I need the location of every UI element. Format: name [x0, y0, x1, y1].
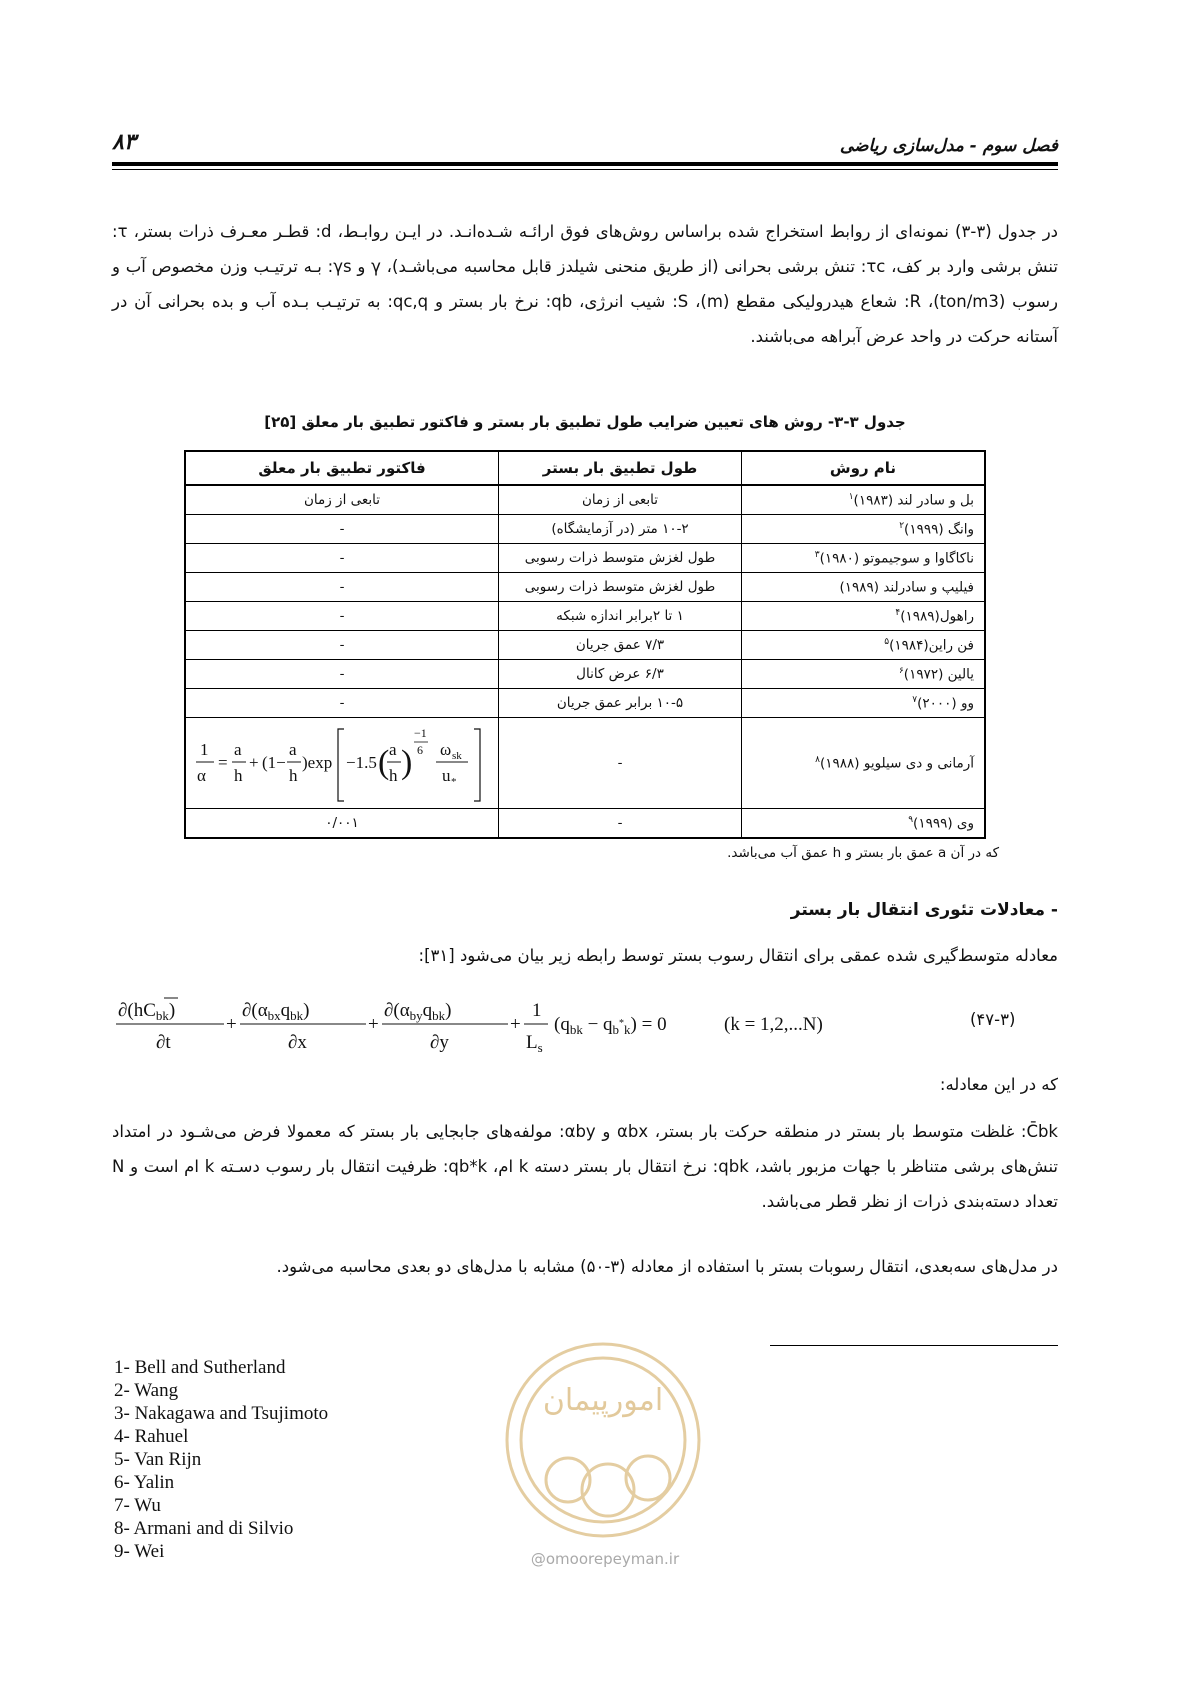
table-note: که در آن a عمق بار بستر و h عمق آب می‌باشد.	[727, 845, 999, 861]
header-suspended-factor: فاکتور تطبیق بار معلق	[185, 451, 499, 485]
table-row	[185, 485, 985, 515]
svg-text:a: a	[234, 740, 242, 759]
svg-text:h: h	[289, 766, 298, 785]
footnote-item: 2- Wang	[114, 1380, 179, 1401]
svg-text:∂(αbyqbk): $\partial(\alpha_{by}q_{bk})$	[384, 1000, 452, 1023]
footnote-item: 8- Armani and di Silvio	[114, 1518, 294, 1539]
svg-text:6: 6	[417, 743, 423, 757]
definitions-paragraph: C̄bk: غلظت متوسط بار بستر در منطقه حرکت بار بستر، αbx و αby: مولفه‌های جابجایی بار بستر که معمولا فرض می‌شـود در امتداد تنش‌های برشی متناظر با جهات مزبور باشد، qbk: نرخ انتقال بار بستر دسته k ام، qb*k: ظرفیت انتقال بار رسوب دسـته k ام است و N تعداد دسته‌بندی ذرات از نظر قطر می‌باشد.	[112, 1122, 1059, 1211]
suspended-factor-cell: -	[185, 602, 499, 631]
table-row	[185, 602, 985, 631]
equation-svg	[112, 992, 832, 1058]
svg-text:∂y: ∂y	[430, 1032, 449, 1053]
method-cell: یالین (۱۹۷۲)$^۶$	[742, 660, 986, 689]
suspended-factor-cell: تابعی از زمان	[185, 485, 499, 515]
svg-text:h: h	[234, 766, 243, 785]
footnote-item: 7- Wu	[114, 1495, 161, 1516]
svg-text:sk: sk	[452, 750, 462, 762]
table-row-formula	[185, 718, 985, 809]
bed-load-equation	[112, 992, 832, 1058]
svg-text:1: 1	[200, 740, 209, 759]
svg-text:+: +	[368, 1014, 379, 1035]
table-caption: جدول ۳-۳- روش های تعیین ضرایب طول تطبیق بار بستر و فاکتور تطبیق بار معلق [۲۵]	[264, 413, 906, 431]
bed-length-cell: طول لغزش متوسط ذرات رسوبی	[499, 573, 742, 602]
bed-length-cell: ۱۰-۲ متر (در آزمایشگاه)	[499, 515, 742, 544]
svg-text:+: +	[510, 1014, 521, 1035]
table-row	[185, 515, 985, 544]
svg-text:−1.5: −1.5	[346, 753, 377, 772]
svg-text:): )	[401, 744, 413, 781]
adaptation-methods-table	[184, 450, 986, 839]
bed-length-cell: -	[499, 809, 742, 839]
suspended-factor-cell: -	[185, 689, 499, 718]
method-cell: فیلیپ و سادرلند (۱۹۸۹)	[742, 573, 986, 602]
footnote-item: 1- Bell and Sutherland	[114, 1357, 286, 1378]
watermark-site-text: @omoorepeyman.ir	[530, 1550, 680, 1568]
equation-number: (۴۷-۳)	[970, 1010, 1016, 1029]
header-rule	[112, 162, 1058, 166]
bed-length-cell: طول لغزش متوسط ذرات رسوبی	[499, 544, 742, 573]
svg-text:(: (	[378, 744, 390, 781]
suspended-factor-cell: -	[185, 660, 499, 689]
table-row	[185, 573, 985, 602]
svg-text:α: α	[197, 766, 206, 785]
bed-length-cell: ۱ تا ۲برابر اندازه شبکه	[499, 602, 742, 631]
header-bed-length: طول تطبیق بار بستر	[499, 451, 742, 485]
avg-equation-paragraph: معادله متوسط‌گیری شده عمقی برای انتقال رسوب بستر توسط رابطه زیر بیان می‌شود [۳۱]:	[418, 946, 1058, 965]
three-d-paragraph: در مدل‌های سه‌بعدی، انتقال رسوبات بستر با استفاده از معادله (۳-۵۰) مشابه با مدل‌های دو بعدی محاسبه می‌شود.	[276, 1257, 1058, 1276]
intro-paragraph: در جدول (۳-۳) نمونه‌ای از روابط استخراج شده براساس روش‌های فوق ارائـه شـده‌انـد. در ایـن روابـط، d: قطـر معـرف ذرات بستر، τ: تنش برشی وارد بر کف، τc: تنش برشی بحرانی (از طریق منحنی شیلدز قابل محاسبه می‌باشـد)، γ و γs: بـه ترتیـب وزن مخصوص آب و رسوب (ton/m3)، R: شعاع هیدرولیکی مقطع (m)، S: شیب انرژی، qb: نرخ بار بستر و qc,q: به ترتیـب بـده آب و بده بحرانی آن در آستانه حرکت در واحد عرض آبراهه می‌باشند.	[112, 222, 1059, 346]
watermark-logo	[488, 1330, 718, 1570]
page-number: ۸۳	[112, 130, 136, 155]
table-row	[185, 631, 985, 660]
table-row	[185, 660, 985, 689]
header-rule-thin	[112, 169, 1058, 170]
table-header-row	[185, 451, 985, 485]
svg-text:(k = 1,2,...N): (k = 1,2,...N)	[724, 1014, 823, 1035]
svg-text:h: h	[389, 766, 398, 785]
svg-text:−1: −1	[414, 726, 427, 740]
bed-length-cell: ۶/۳ عرض کانال	[499, 660, 742, 689]
method-cell: وانگ (۱۹۹۹)$^۲$	[742, 515, 986, 544]
table-row	[185, 544, 985, 573]
svg-text:a: a	[389, 740, 397, 759]
footnote-item: 3- Nakagawa and Tsujimoto	[114, 1403, 329, 1424]
svg-text:(1−: (1−	[262, 753, 286, 772]
bed-length-cell: ۱۰-۵ برابر عمق جریان	[499, 689, 742, 718]
svg-text:+: +	[226, 1014, 237, 1035]
svg-text:+: +	[249, 753, 259, 772]
watermark-emblem-icon	[488, 1330, 718, 1550]
footnotes	[114, 1356, 328, 1563]
method-cell: آرمانی و دی سیلویو (۱۹۸۸)$^۸$	[742, 718, 986, 809]
svg-text:*: *	[451, 776, 457, 788]
method-cell: فن راین(۱۹۸۴)$^۵$	[742, 631, 986, 660]
svg-text:امورپیمان: امورپیمان	[542, 1383, 664, 1418]
svg-text:∂t: ∂t	[156, 1032, 171, 1053]
svg-text:a: a	[289, 740, 297, 759]
method-cell: وو (۲۰۰۰)$^۷$	[742, 689, 986, 718]
footnote-item: 9- Wei	[114, 1541, 165, 1562]
svg-text:ω: ω	[440, 740, 452, 759]
method-cell: وی (۱۹۹۹)$^۹$	[742, 809, 986, 839]
suspended-factor-cell: -	[185, 544, 499, 573]
suspended-factor-cell: -	[185, 631, 499, 660]
svg-text:Ls: $L_s$	[526, 1032, 543, 1055]
adaptation-factor-formula	[192, 721, 492, 805]
svg-text:)exp: )exp	[302, 753, 333, 772]
method-cell: راهول(۱۹۸۹)$^۴$	[742, 602, 986, 631]
chapter-title: فصل سوم - مدل‌سازی ریاضی	[839, 136, 1058, 156]
table-row	[185, 809, 985, 839]
svg-text:∂(hCbk): $\partial(hC_{bk})$	[118, 1000, 176, 1023]
header-method: نام روش	[742, 451, 986, 485]
svg-text:1: 1	[532, 1000, 542, 1021]
table-row	[185, 689, 985, 718]
suspended-factor-cell: -	[185, 515, 499, 544]
bed-length-cell: -	[499, 718, 742, 809]
bed-length-cell: ۷/۳ عمق جریان	[499, 631, 742, 660]
footnote-rule	[770, 1345, 1058, 1346]
suspended-factor-cell: ۰/۰۰۱	[185, 809, 499, 839]
suspended-factor-cell: -	[185, 573, 499, 602]
svg-text:(qbk − qb*k) = 0: $(q_{bk} - q_b^*_k) = 0$	[554, 1014, 667, 1037]
footnote-item: 5- Van Rijn	[114, 1449, 202, 1470]
svg-text:∂(αbxqbk): $\partial(\alpha_{bx}q_{bk})$	[242, 1000, 310, 1023]
adaptation-formula-cell	[185, 718, 499, 809]
footnote-item: 6- Yalin	[114, 1472, 175, 1493]
svg-text:u: u	[442, 766, 451, 785]
where-text: که در این معادله:	[939, 1075, 1058, 1094]
svg-text:∂x: ∂x	[288, 1032, 307, 1053]
bed-length-cell: تابعی از زمان	[499, 485, 742, 515]
method-cell: ناکاگاوا و سوجیموتو (۱۹۸۰)$^۳$	[742, 544, 986, 573]
method-cell: بل و سادر لند (۱۹۸۳)$^۱$	[742, 485, 986, 515]
svg-text:=: =	[218, 753, 228, 772]
section-heading: - معادلات تئوری انتقال بار بستر	[790, 900, 1058, 920]
footnote-item: 4- Rahuel	[114, 1426, 189, 1447]
